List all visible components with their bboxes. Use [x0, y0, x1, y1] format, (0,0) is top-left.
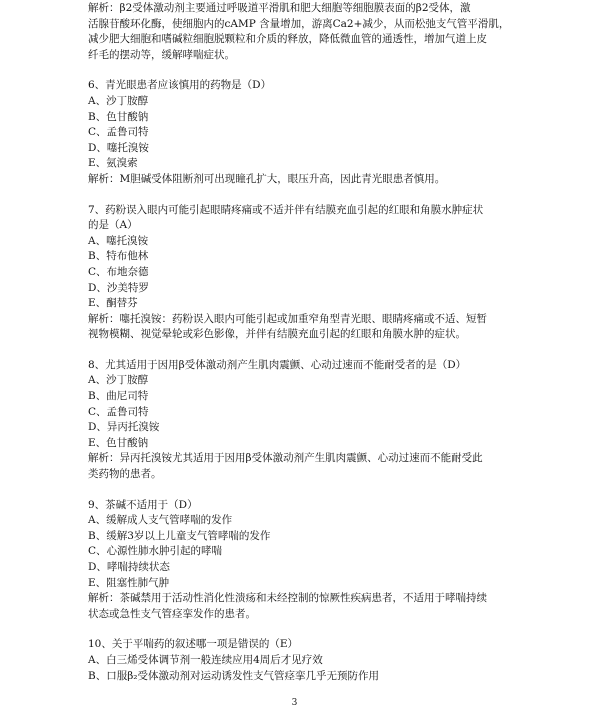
option-b: B、特布他林 — [88, 250, 149, 263]
analysis-line: 解析：M胆碱受体阻断剂可出现瞳孔扩大，眼压升高，因此青光眼患者慎用。 — [88, 172, 446, 185]
option-a: A、白三烯受体调节剂一般连续应用4周后才见疗效 — [88, 653, 323, 666]
question-9 — [88, 498, 518, 623]
analysis-line: 类药物的患者。 — [88, 468, 162, 481]
text-line: 减少肥大细胞和嗜碱粒细胞脱颗粒和介质的释放，降低微血管的通透性，增加气道上皮 — [88, 33, 487, 46]
option-b: B、缓解3岁以上儿童支气管哮喘的发作 — [88, 529, 271, 542]
page-number: 3 — [291, 698, 298, 708]
option-a: A、噻托溴铵 — [88, 234, 149, 247]
option-a: A、沙丁胺醇 — [88, 94, 149, 107]
option-c: C、孟鲁司特 — [88, 405, 149, 418]
option-e: E、酮替芬 — [88, 297, 138, 310]
text-line: 活腺苷酸环化酶，使细胞内的cAMP 含量增加，游离Ca2+减少，从而松弛支气管平滑肌， — [88, 17, 510, 30]
analysis-line: 解析：异丙托溴铵尤其适用于因用β受体激动剂产生肌肉震颤、心动过速而不能耐受此 — [88, 452, 483, 465]
question-8 — [88, 358, 518, 483]
option-d: D、异丙托溴铵 — [88, 421, 160, 434]
option-d: D、哮喘持续状态 — [88, 561, 170, 573]
option-c: C、心源性肺水肿引起的哮喘 — [88, 545, 223, 558]
option-b: B、色甘酸钠 — [88, 110, 149, 123]
option-b: B、口服β₂受体激动剂对运动诱发性支气管痉挛几乎无预防作用 — [88, 669, 379, 682]
option-e: E、阻塞性肺气肿 — [88, 576, 170, 589]
question-stem: 9、茶碱不适用于（D） — [88, 498, 198, 511]
question-7 — [88, 203, 518, 343]
question-stem: 8、尤其适用于因用β受体激动剂产生肌肉震颤、心动过速而不能耐受者的是（D） — [88, 358, 467, 371]
question-stem: 6、青光眼患者应该慎用的药物是（D） — [88, 79, 272, 92]
option-e: E、氨溴索 — [88, 157, 138, 170]
question-10 — [88, 637, 518, 684]
analysis-line: 视物模糊、视觉晕轮或彩色影像，并伴有结膜充血引起的红眼和角膜水肿的症状。 — [88, 328, 466, 341]
text-line: 纤毛的摆动等，缓解哮喘症状。 — [88, 48, 235, 61]
option-e: E、色甘酸钠 — [88, 436, 149, 449]
analysis-line: 解析：茶碱禁用于活动性消化性溃疡和未经控制的惊厥性疾病患者，不适用于哮喘持续 — [88, 592, 487, 605]
option-a: A、缓解成人支气管哮喘的发作 — [88, 514, 233, 527]
option-a: A、沙丁胺醇 — [88, 374, 149, 387]
option-b: B、曲尼司特 — [88, 390, 149, 403]
question-6 — [88, 78, 518, 187]
option-c: C、孟鲁司特 — [88, 126, 149, 139]
option-d: D、噻托溴铵 — [88, 141, 149, 154]
question-stem: 的是（A） — [88, 219, 138, 232]
question-stem: 7、药粉误入眼内可能引起眼睛疼痛或不适并伴有结膜充血引起的红眼和角膜水肿症状 — [88, 203, 484, 216]
option-c: C、布地奈德 — [88, 265, 149, 278]
question-stem: 10、关于平喘药的叙述哪一项是错误的（E） — [88, 638, 299, 651]
analysis-line: 解析：噻托溴铵：药粉误入眼内可能引起或加重窄角型青光眼、眼睛疼痛或不适、短暂 — [88, 312, 487, 325]
intro-analysis — [88, 1, 518, 63]
text-line: 解析：β2受体激动剂主要通过呼吸道平滑肌和肥大细胞等细胞膜表面的β2受体，激 — [88, 2, 471, 14]
document-content — [88, 1, 518, 684]
option-d: D、沙美特罗 — [88, 281, 149, 294]
analysis-line: 状态或急性支气管痉挛发作的患者。 — [88, 607, 256, 620]
